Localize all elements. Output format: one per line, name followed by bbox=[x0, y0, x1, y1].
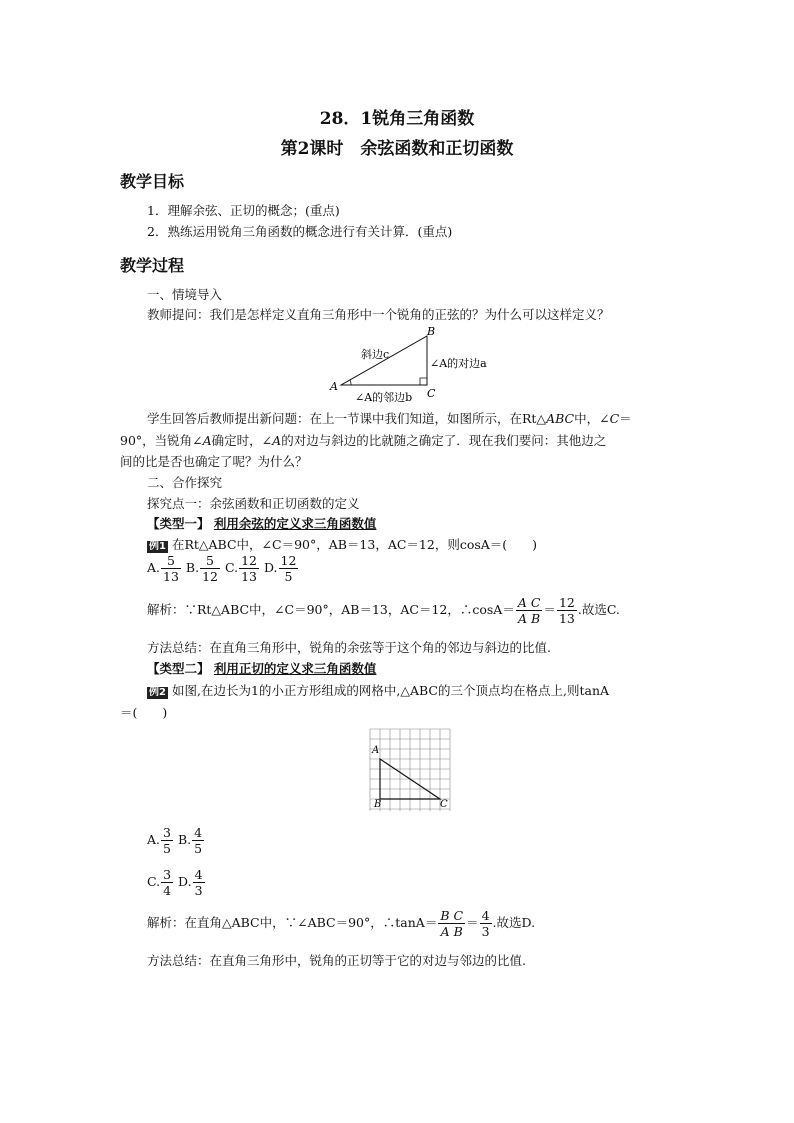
example-2-options-row1: A. $\frac{3}{5}$ B. $\frac{4}{5}$ bbox=[147, 825, 203, 856]
goal-item: 1．理解余弦、正切的概念；(重点) bbox=[147, 203, 340, 218]
paragraph-line: 学生回答后教师提出新问题：在上一节课中我们知道，如图所示，在Rt△ABC中，∠C＝ bbox=[147, 411, 632, 426]
vertex-b-label: B bbox=[427, 325, 436, 338]
opposite-label: ∠A的对边a bbox=[430, 357, 487, 370]
paragraph-line: 90°，当锐角∠A确定时，∠A的对边与斜边的比就随之确定了．现在我们要问：其他边之 bbox=[120, 433, 607, 448]
section-intro: 一、情境导入 bbox=[147, 287, 223, 302]
example-1-tag: 例1 bbox=[149, 541, 166, 552]
example-1-options: A. $\frac{5}{13}$ B. $\frac{5}{12}$ C. $\frac{12}{13}$ D. $\frac{12}{5}$ bbox=[147, 553, 297, 584]
adjacent-label: ∠A的邻边b bbox=[355, 391, 413, 404]
goal-item: 2．熟练运用锐角三角函数的概念进行有关计算．(重点) bbox=[147, 224, 453, 239]
example-2-question: 例2 如图,在边长为1的小正方形组成的网格中,△ABC的三个顶点均在格点上,则tanA bbox=[149, 683, 610, 698]
hypotenuse-label: 斜边c bbox=[361, 348, 390, 361]
example-2-options-row2: C. $\frac{3}{4}$ D. $\frac{4}{3}$ bbox=[147, 867, 203, 898]
explore-point: 探究点一：余弦函数和正切函数的定义 bbox=[147, 496, 360, 511]
type2-heading: 【类型二】 利用正切的定义求三角函数值 bbox=[147, 661, 377, 676]
example-1-question: 例1 在Rt△ABC中，∠C＝90°，AB＝13，AC＝12，则cosA＝( ) bbox=[149, 537, 538, 552]
page-title: 28．1锐角三角函数 bbox=[319, 109, 475, 129]
section-explore: 二、合作探究 bbox=[147, 475, 223, 490]
right-triangle-figure bbox=[320, 322, 500, 404]
angle-a-arc bbox=[350, 380, 351, 385]
teacher-question: 教师提问：我们是怎样定义直角三角形中一个锐角的正弦的？为什么可以这样定义？ bbox=[147, 307, 610, 322]
vertex-c-label: C bbox=[427, 387, 436, 400]
example-1-solution: 解析：∵Rt△ABC中，∠C＝90°，AB＝13，AC＝12，∴cosA＝ $\frac{\text{A C}}{\text{A B}}$ ＝ $\frac{12}{13}$ .故选C. bbox=[147, 595, 620, 626]
type1-heading: 【类型一】 利用余弦的定义求三角函数值 bbox=[147, 516, 377, 531]
process-heading: 教学过程 bbox=[120, 256, 185, 275]
right-angle-mark bbox=[420, 378, 427, 385]
grid-vertex-a: A bbox=[372, 745, 380, 756]
grid-vertex-c: C bbox=[440, 799, 448, 810]
grid-figure bbox=[362, 728, 458, 814]
example-2-solution: 解析：在直角△ABC中，∵∠ABC＝90°，∴tanA＝ $\frac{\text{B C}}{\text{A B}}$ ＝ $\frac{4}{3}$ .故选D. bbox=[147, 908, 536, 939]
example-2-tag: 例2 bbox=[149, 687, 166, 698]
example-2-question-end: ＝( ) bbox=[120, 705, 168, 720]
goals-heading: 教学目标 bbox=[120, 172, 185, 191]
paragraph-line: 间的比是否也确定了呢？为什么？ bbox=[120, 454, 308, 469]
example-1-summary: 方法总结：在直角三角形中，锐角的余弦等于这个角的邻边与斜边的比值. bbox=[147, 640, 551, 655]
page-subtitle: 第2课时 余弦函数和正切函数 bbox=[280, 139, 514, 159]
grid-vertex-b: B bbox=[374, 799, 382, 810]
example-2-summary: 方法总结：在直角三角形中，锐角的正切等于它的对边与邻边的比值. bbox=[147, 953, 526, 968]
vertex-a-label: A bbox=[330, 380, 338, 393]
